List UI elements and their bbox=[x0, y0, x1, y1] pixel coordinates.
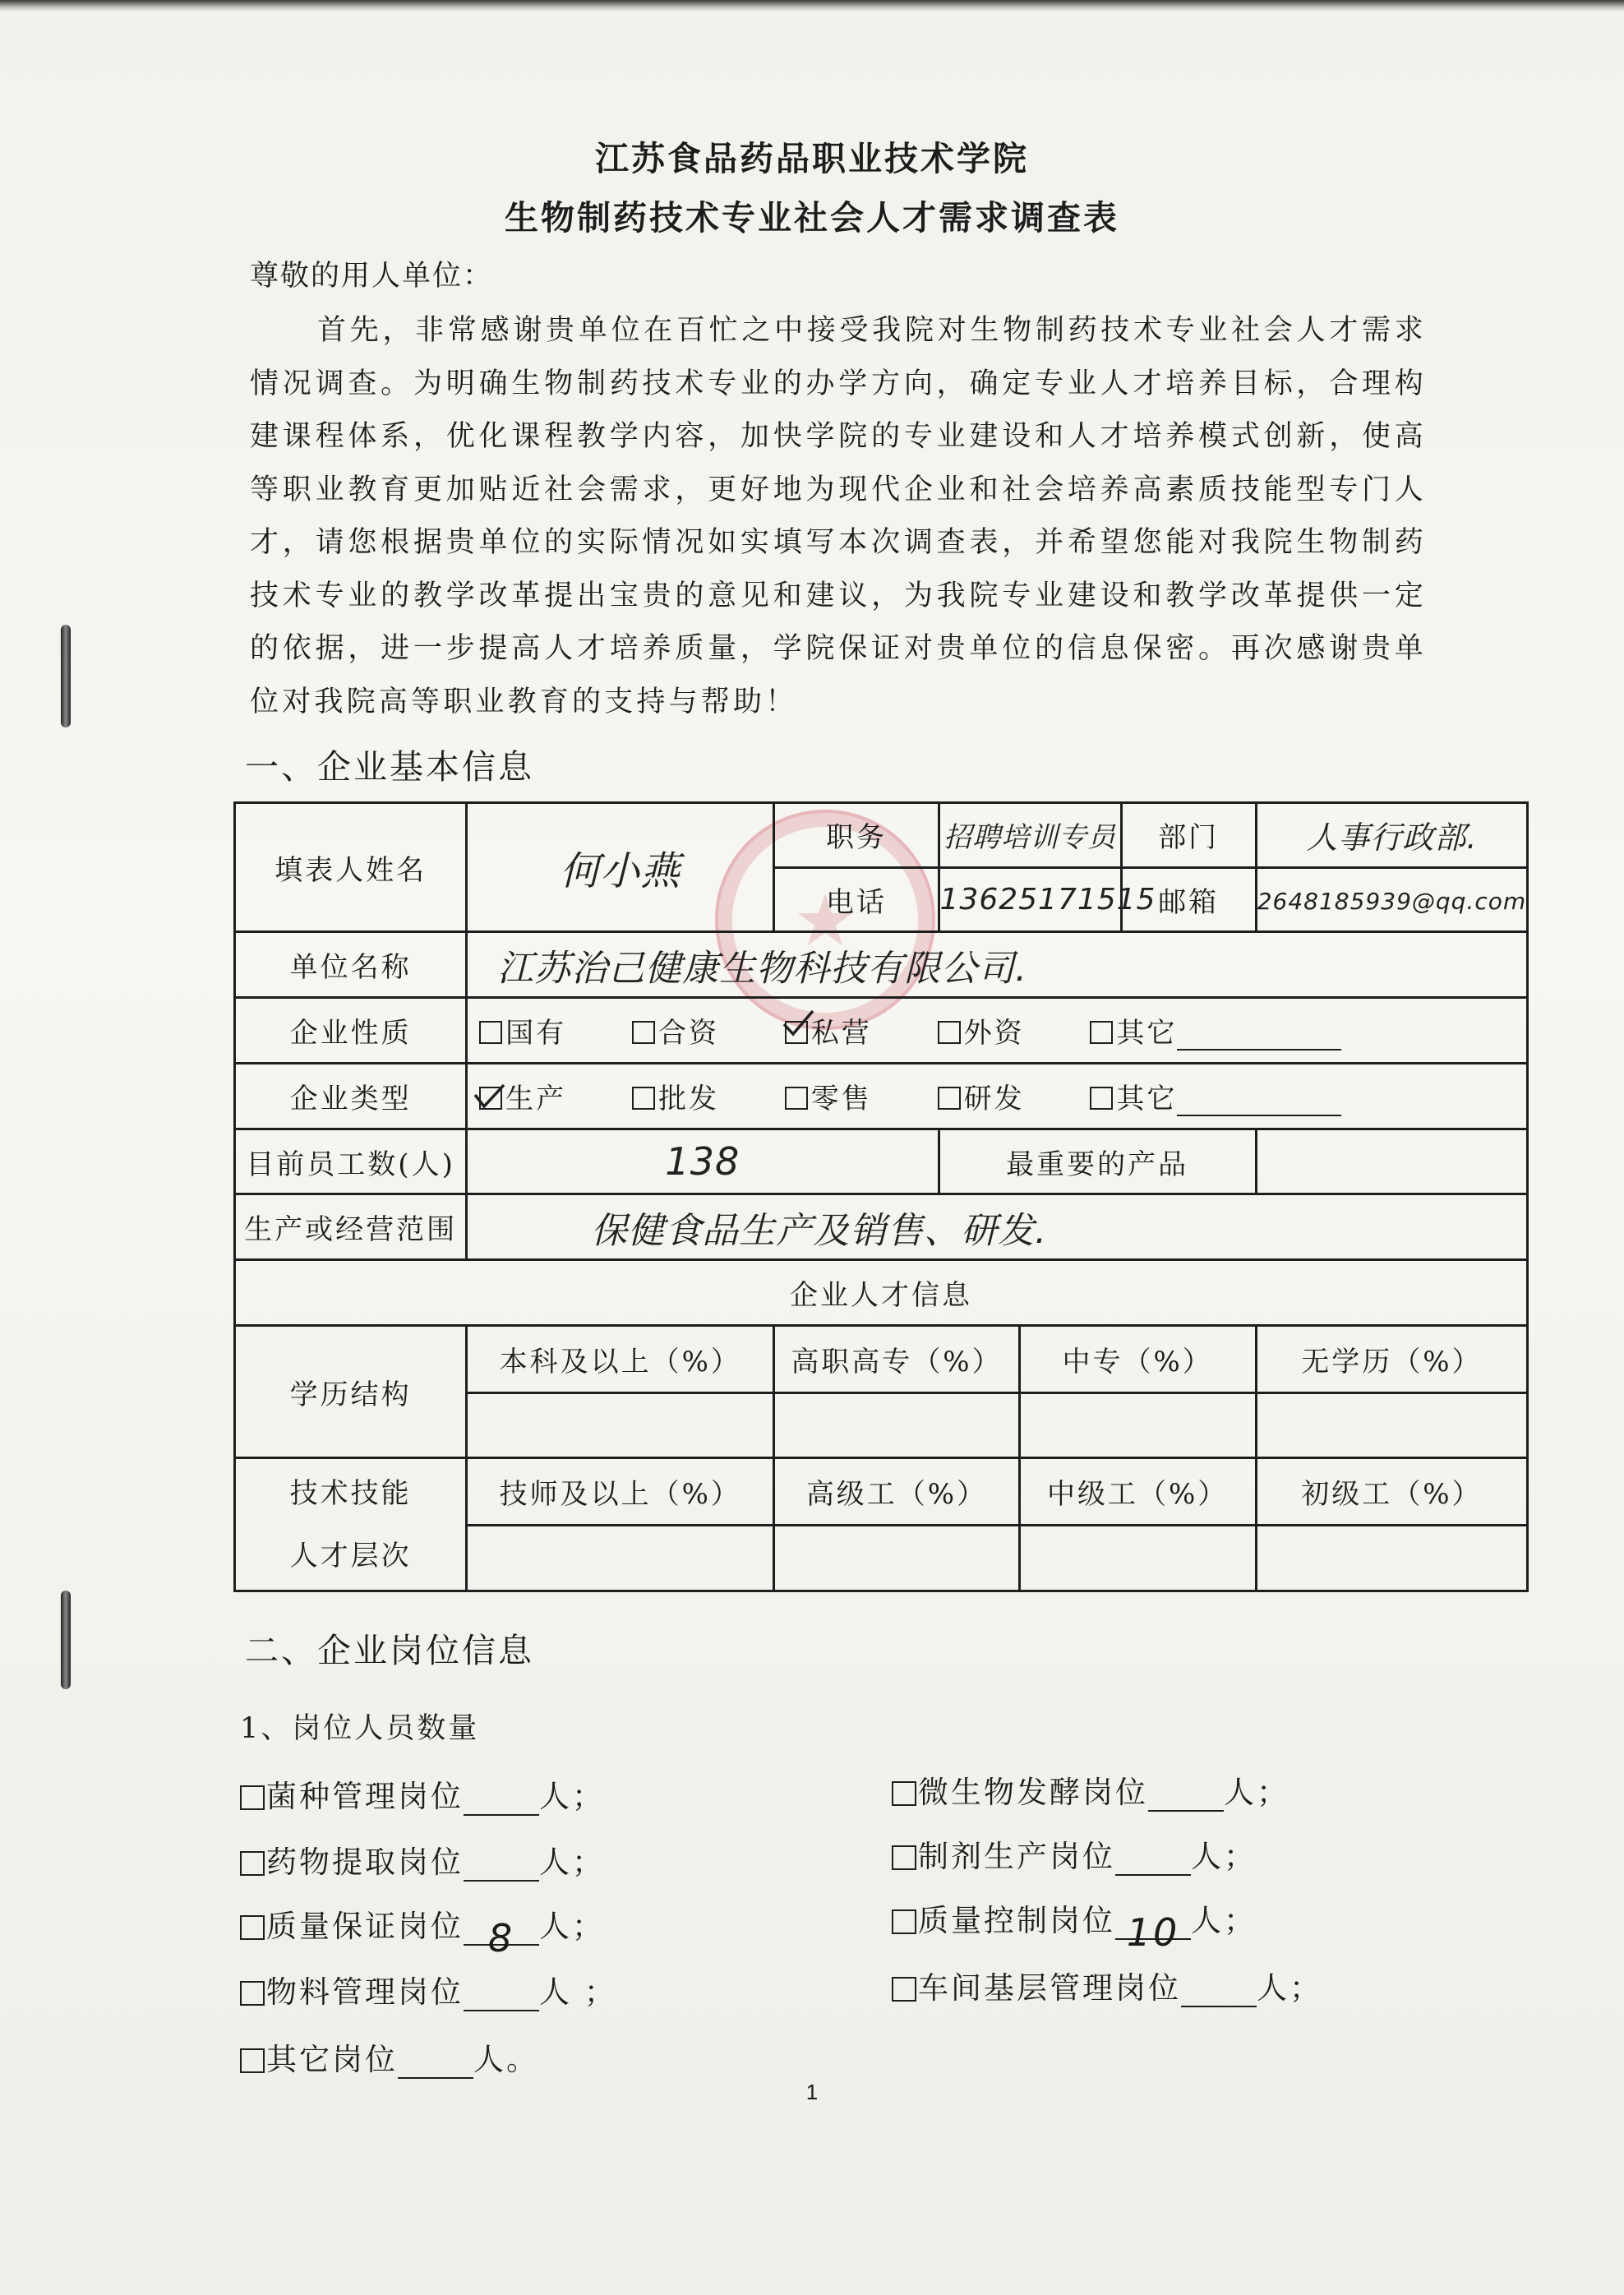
post-quality-control[interactable]: 质量控制岗位 10 人； bbox=[892, 1896, 1257, 1940]
label-education: 学历结构 bbox=[235, 1325, 467, 1458]
checkbox-icon bbox=[240, 2048, 265, 2073]
label-department: 部门 bbox=[1121, 803, 1256, 868]
skill-header-technician: 技师及以上（%） bbox=[467, 1458, 774, 1526]
checkbox-icon bbox=[240, 1785, 265, 1810]
checkbox-icon bbox=[892, 1909, 916, 1934]
value-email[interactable]: 2648185939@qq.com bbox=[1256, 867, 1527, 932]
label-main-product: 最重要的产品 bbox=[939, 1129, 1256, 1194]
option-production[interactable]: 生产 bbox=[479, 1076, 566, 1116]
edu-header-bachelor: 本科及以上（%） bbox=[467, 1325, 774, 1392]
checkbox-icon bbox=[892, 1845, 916, 1870]
count-blank[interactable] bbox=[464, 1852, 539, 1882]
value-phone[interactable]: 13625171515 bbox=[939, 867, 1121, 932]
value-filler-name[interactable]: 何小燕 bbox=[467, 803, 774, 932]
label-nature: 企业性质 bbox=[235, 998, 467, 1064]
value-main-product[interactable] bbox=[1256, 1129, 1527, 1194]
school-title: 江苏食品药品职业技术学院 bbox=[595, 139, 1029, 178]
post-preparation[interactable]: 制剂生产岗位 人； bbox=[892, 1831, 1257, 1876]
label-email: 邮箱 bbox=[1121, 867, 1256, 932]
count-blank[interactable]: 8 bbox=[464, 1916, 539, 1946]
checked-checkbox-icon bbox=[785, 1021, 808, 1044]
binder-hole-mark bbox=[61, 625, 71, 727]
checkbox-icon bbox=[240, 1851, 265, 1876]
count-blank[interactable] bbox=[398, 2049, 473, 2079]
label-talent-info: 企业人才信息 bbox=[235, 1260, 1528, 1326]
intro-paragraph: 首先，非常感谢贵单位在百忙之中接受我院对生物制药技术专业社会人才需求情况调查。为明确生物制药技术专业的办学方向，确定专业人才培养目标，合理构建课程体系，优化课程教学内容，加快学院的专业建设和人才培养模式创新，使高等职业教育更加贴近社会需求，更好地为现代企业和社会培养高素质技能型专门人才，请您根据贵单位的实际情况如实填写本次调查表，并希望您能对我院生物制药技术专业的教学改革提出宝贵的意见和建议，为我院专业建设和教学改革提供一定的依据，进一步提高人才培养质量，学院保证对贵单位的信息保密。再次感谢贵单位对我院高等职业教育的支持与帮助！ bbox=[250, 314, 1427, 718]
post-material-management[interactable]: 物料管理岗位 人 ； bbox=[240, 1967, 617, 2011]
checkbox-icon bbox=[479, 1021, 502, 1044]
option-other-nature[interactable]: 其它 bbox=[1090, 1010, 1341, 1051]
label-position: 职务 bbox=[774, 803, 939, 868]
subheading-post-count: 1、岗位人员数量 bbox=[240, 1712, 480, 1745]
nature-options bbox=[467, 998, 1528, 1064]
option-retail[interactable]: 零售 bbox=[785, 1076, 872, 1116]
option-wholesale[interactable]: 批发 bbox=[632, 1076, 719, 1116]
value-employees[interactable]: 138 bbox=[467, 1129, 939, 1194]
edu-header-none: 无学历（%） bbox=[1256, 1325, 1527, 1392]
skill-value-intermediate[interactable] bbox=[1019, 1526, 1256, 1591]
survey-title: 生物制药技术专业社会人才需求调查表 bbox=[505, 198, 1119, 238]
binder-hole-mark bbox=[61, 1591, 71, 1689]
value-scope[interactable]: 保健食品生产及销售、研发. bbox=[467, 1194, 1528, 1260]
label-phone: 电话 bbox=[774, 867, 939, 932]
count-blank[interactable]: 10 bbox=[1115, 1910, 1191, 1940]
post-strain-management[interactable]: 菌种管理岗位 人； bbox=[240, 1771, 605, 1816]
label-type: 企业类型 bbox=[235, 1063, 467, 1129]
count-blank[interactable] bbox=[1115, 1846, 1191, 1876]
skill-header-intermediate: 中级工（%） bbox=[1019, 1458, 1256, 1526]
checkbox-icon bbox=[632, 1087, 655, 1110]
section-heading-post-info: 二、企业岗位信息 bbox=[245, 1631, 534, 1670]
post-other[interactable]: 其它岗位 人。 bbox=[240, 2034, 539, 2079]
basic-info-table bbox=[233, 801, 1529, 1592]
edu-value-secondary[interactable] bbox=[1019, 1392, 1256, 1458]
other-type-blank[interactable] bbox=[1177, 1090, 1341, 1116]
post-quality-assurance[interactable]: 质量保证岗位 8 人； bbox=[240, 1901, 605, 1946]
checkbox-icon bbox=[785, 1087, 808, 1110]
checkbox-icon bbox=[892, 1781, 916, 1806]
skill-header-junior: 初级工（%） bbox=[1256, 1458, 1527, 1526]
greeting: 尊敬的用人单位： bbox=[250, 260, 494, 293]
count-blank[interactable] bbox=[1181, 1978, 1257, 2007]
label-unit-name: 单位名称 bbox=[235, 932, 467, 998]
count-blank[interactable] bbox=[464, 1982, 539, 2011]
count-blank[interactable] bbox=[1148, 1782, 1224, 1812]
post-fermentation[interactable]: 微生物发酵岗位 人； bbox=[892, 1767, 1290, 1812]
page-number: 1 bbox=[805, 2080, 819, 2104]
value-unit-name[interactable]: 江苏治己健康生物科技有限公司. bbox=[467, 932, 1528, 998]
option-private[interactable]: 私营 bbox=[785, 1010, 872, 1051]
checkbox-icon bbox=[938, 1087, 961, 1110]
checkbox-icon bbox=[632, 1021, 655, 1044]
label-scope: 生产或经营范围 bbox=[235, 1194, 467, 1260]
post-extraction[interactable]: 药物提取岗位 人； bbox=[240, 1837, 605, 1882]
section-heading-basic-info: 一、企业基本信息 bbox=[245, 747, 534, 787]
option-state-owned[interactable]: 国有 bbox=[479, 1010, 566, 1051]
label-employees: 目前员工数(人) bbox=[235, 1129, 467, 1194]
edu-value-vocational[interactable] bbox=[774, 1392, 1019, 1458]
checkbox-icon bbox=[938, 1021, 961, 1044]
value-position[interactable]: 招聘培训专员 bbox=[939, 803, 1121, 868]
edu-value-bachelor[interactable] bbox=[467, 1392, 774, 1458]
label-filler-name: 填表人姓名 bbox=[235, 803, 467, 932]
skill-value-junior[interactable] bbox=[1256, 1526, 1527, 1591]
edu-value-none[interactable] bbox=[1256, 1392, 1527, 1458]
option-foreign[interactable]: 外资 bbox=[938, 1010, 1025, 1051]
option-joint-venture[interactable]: 合资 bbox=[632, 1010, 719, 1051]
scan-top-edge bbox=[0, 0, 1624, 12]
type-options bbox=[467, 1063, 1528, 1129]
label-skill-level: 技术技能 人才层次 bbox=[235, 1458, 467, 1591]
checkbox-icon bbox=[240, 1915, 265, 1940]
skill-value-technician[interactable] bbox=[467, 1526, 774, 1591]
option-rnd[interactable]: 研发 bbox=[938, 1076, 1025, 1116]
edu-header-vocational: 高职高专（%） bbox=[774, 1325, 1019, 1392]
count-blank[interactable] bbox=[464, 1786, 539, 1816]
other-nature-blank[interactable] bbox=[1177, 1024, 1341, 1051]
checkbox-icon bbox=[240, 1981, 265, 2006]
edu-header-secondary: 中专（%） bbox=[1019, 1325, 1256, 1392]
checkbox-icon bbox=[1090, 1087, 1113, 1110]
skill-header-senior: 高级工（%） bbox=[774, 1458, 1019, 1526]
checkbox-icon bbox=[1090, 1021, 1113, 1044]
checked-checkbox-icon bbox=[479, 1087, 502, 1110]
skill-value-senior[interactable] bbox=[774, 1526, 1019, 1591]
value-department[interactable]: 人事行政部. bbox=[1256, 803, 1527, 868]
post-workshop-management[interactable]: 车间基层管理岗位 人； bbox=[892, 1963, 1322, 2007]
checkbox-icon bbox=[892, 1977, 916, 2002]
option-other-type[interactable]: 其它 bbox=[1090, 1076, 1341, 1116]
